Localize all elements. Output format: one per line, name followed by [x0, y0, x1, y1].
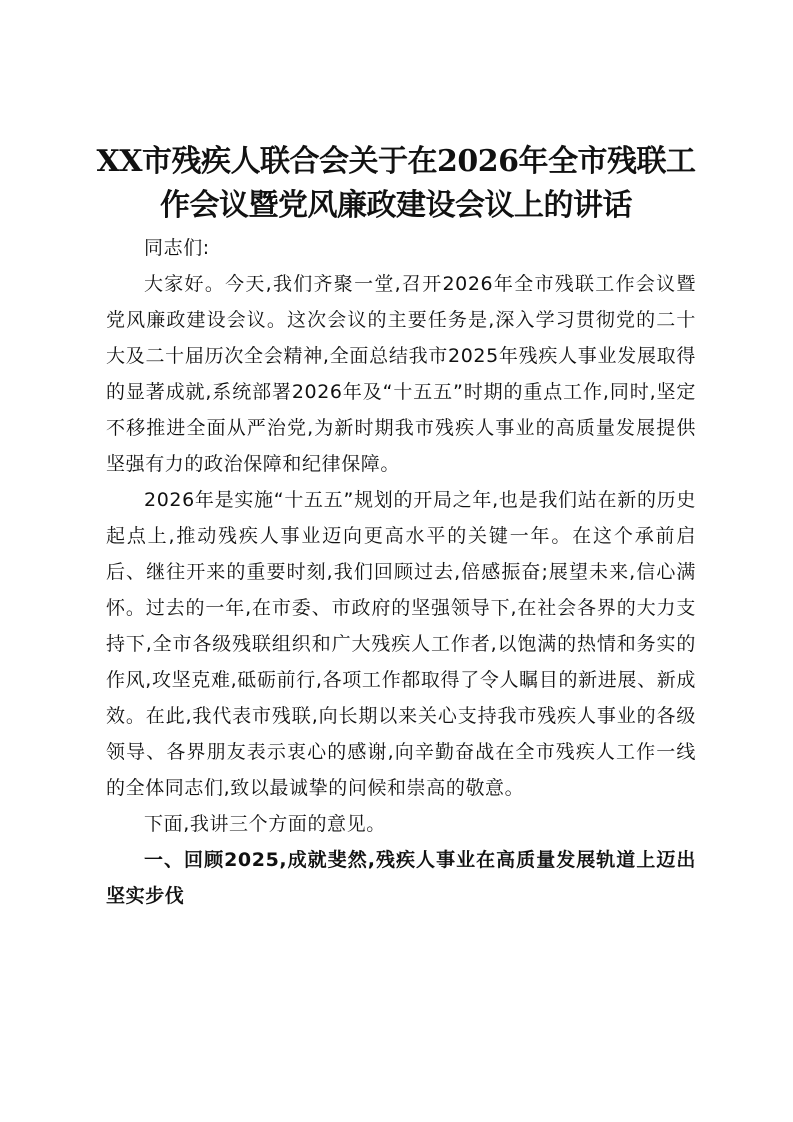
paragraph-review: 2026年是实施“十五五”规划的开局之年,也是我们站在新的历史起点上,推动残疾人事业迈向更高水平的关键一年。在这个承前启后、继往开来的重要时刻,我们回顾过去,倍感振奋;展望未来,信心满怀。过去的一年,在市委、市政府的坚强领导下,在社会各界的大力支持下,全市各级残联组织和广大残疾人工作者,以饱满的热情和务实的作风,攻坚克难,砥砺前行,各项工作都取得了令人瞩目的新进展、新成效。在此,我代表市残联,向长期以来关心支持我市残疾人事业的各级领导、各界朋友表示衷心的感谢,向辛勤奋战在全市残疾人工作一线的全体同志们,致以最诚挚的问候和崇高的敬意。: [106, 489, 696, 799]
paragraph-opening: 大家好。今天,我们齐聚一堂,召开2026年全市残联工作会议暨党风廉政建设会议。这次会议的主要任务是,深入学习贯彻党的二十大及二十届历次全会精神,全面总结我市2025年残疾人事业发展取得的显著成就,系统部署2026年及“十五五”时期的重点工作,同时,坚定不移推进全面从严治党,为新时期我市残疾人事业的高质量发展提供坚强有力的政治保障和纪律保障。: [106, 273, 696, 475]
title-line-2: 作会议暨党风廉政建设会议上的讲话: [160, 188, 632, 223]
section-heading-1: 一、回顾2025,成就斐然,残疾人事业在高质量发展轨道上迈出坚实步伐: [106, 849, 696, 907]
document-title: [96, 140, 696, 228]
title-line-1: XX市残疾人联合会关于在2026年全市残联工: [96, 144, 696, 179]
salutation: 同志们:: [144, 237, 210, 259]
paragraph-outline: 下面,我讲三个方面的意见。: [144, 813, 386, 835]
document-body: [106, 230, 696, 914]
